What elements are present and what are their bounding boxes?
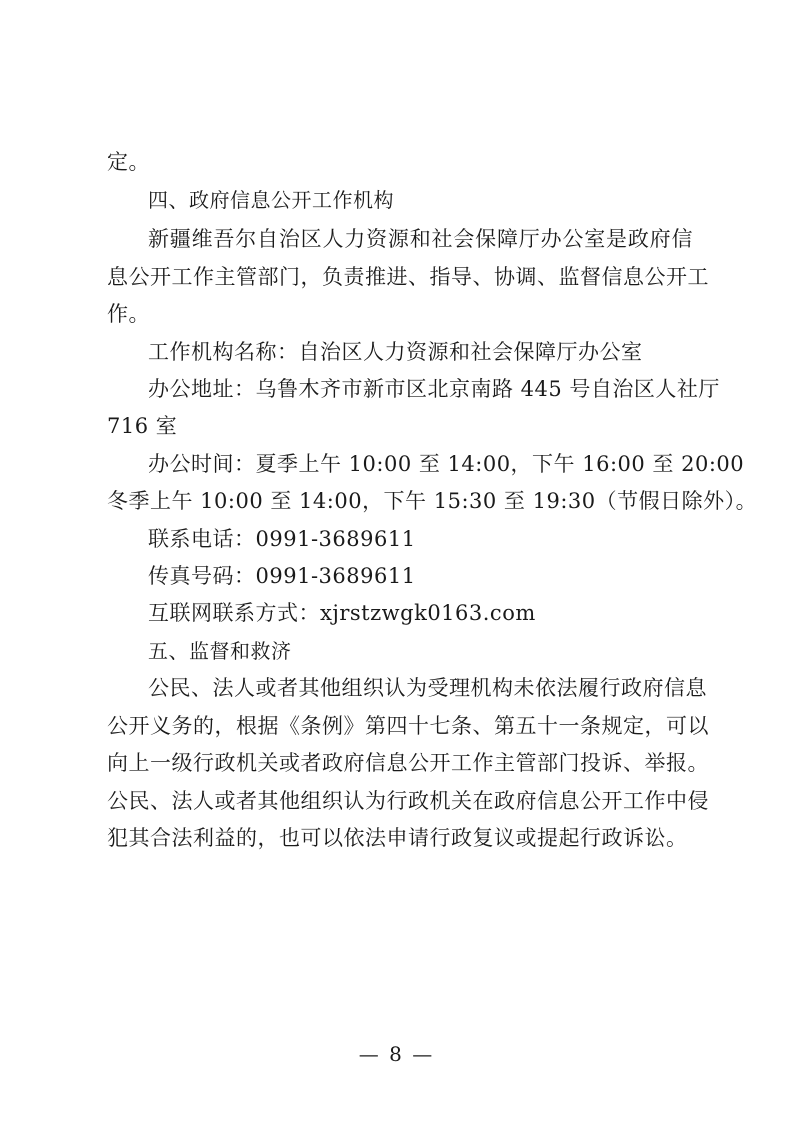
paragraph-line: 向上一级行政机关或者政府信息公开工作主管部门投诉、举报。 [107,751,709,775]
page-number: — 8 — [358,1042,435,1066]
section-heading-5: 五、监督和救济 [148,639,292,663]
paragraph-line: 作。 [107,302,150,326]
office-hours-line: 冬季上午 10:00 至 14:00，下午 15:30 至 19:30（节假日除外）。 [107,489,758,513]
paragraph-continuation-line: 定。 [107,150,150,174]
section-heading-4: 四、政府信息公开工作机构 [148,188,394,212]
paragraph-line: 公民、法人或者其他组织认为行政机关在政府信息公开工作中侵 [107,789,709,813]
internet-contact-line: 互联网联系方式：xjrstzwgk0163.com [148,601,536,625]
paragraph-line: 公开义务的，根据《条例》第四十七条、第五十一条规定，可以 [107,714,709,738]
office-name-line: 工作机构名称：自治区人力资源和社会保障厅办公室 [148,340,643,364]
paragraph-line: 息公开工作主管部门，负责推进、指导、协调、监督信息公开工 [107,265,709,289]
phone-line: 联系电话：0991-3689611 [148,527,416,551]
paragraph-line: 新疆维吾尔自治区人力资源和社会保障厅办公室是政府信 [148,227,693,251]
office-address-line: 716 室 [107,414,178,438]
office-address-line: 办公地址：乌鲁木齐市新市区北京南路 445 号自治区人社厅 [148,377,720,401]
paragraph-line: 犯其合法利益的，也可以依法申请行政复议或提起行政诉讼。 [107,826,688,850]
office-hours-line: 办公时间：夏季上午 10:00 至 14:00，下午 16:00 至 20:00 [148,452,745,476]
fax-line: 传真号码：0991-3689611 [148,564,416,588]
paragraph-line: 公民、法人或者其他组织认为受理机构未依法履行政府信息 [148,676,707,700]
